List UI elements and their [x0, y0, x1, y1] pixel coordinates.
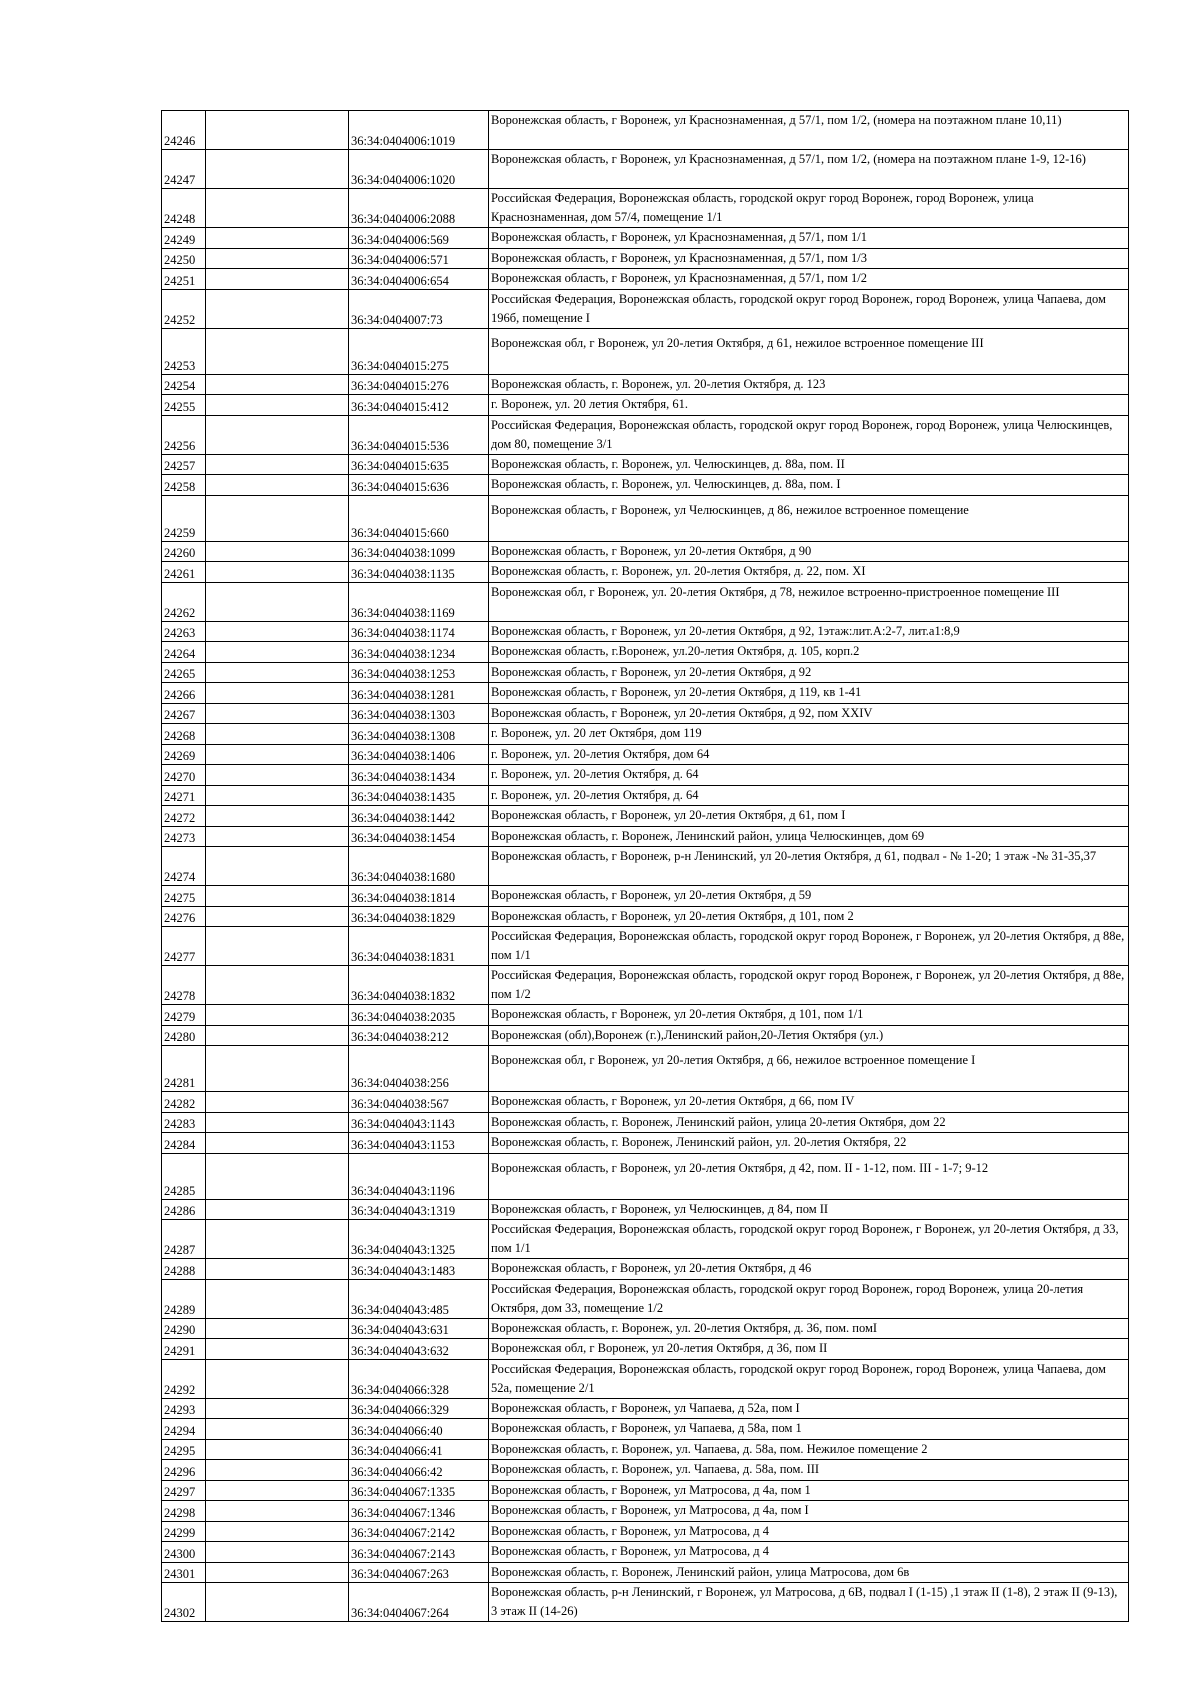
table-row	[162, 906, 1129, 927]
table-row	[162, 806, 1129, 827]
cadastral-number-cell: 36:34:0404038:1281	[349, 683, 489, 704]
empty-cell	[206, 1542, 349, 1563]
address-cell: Воронежская область, г Воронеж, ул Краснознаменная, д 57/1, пом 1/3	[489, 248, 1129, 269]
table-row	[162, 541, 1129, 562]
address-cell: Воронежская область, г Воронеж, ул 20-летия Октября, д 59	[489, 886, 1129, 907]
address-cell: Российская Федерация, Воронежская область, городской округ город Воронеж, город Воронеж, улица Краснознаменная, дом 57/4, помещение 1/1	[489, 189, 1129, 228]
empty-cell	[206, 1583, 349, 1622]
address-cell: Воронежская область, г Воронеж, ул 20-летия Октября, д 101, пом 2	[489, 906, 1129, 927]
table-row	[162, 269, 1129, 290]
table-row	[162, 374, 1129, 395]
table-row	[162, 582, 1129, 621]
table-row	[162, 1542, 1129, 1563]
register-table-body	[162, 111, 1129, 1622]
row-number-cell: 24297	[162, 1480, 206, 1501]
empty-cell	[206, 228, 349, 249]
cadastral-number-cell: 36:34:0404038:1832	[349, 966, 489, 1005]
cadastral-number-cell: 36:34:0404038:1099	[349, 541, 489, 562]
row-number-cell: 24300	[162, 1542, 206, 1563]
cadastral-number-cell: 36:34:0404038:567	[349, 1092, 489, 1113]
empty-cell	[206, 189, 349, 228]
cadastral-number-cell: 36:34:0404006:571	[349, 248, 489, 269]
row-number-cell: 24257	[162, 454, 206, 475]
table-row	[162, 683, 1129, 704]
address-cell: Воронежская область, г Воронеж, ул Краснознаменная, д 57/1, пом 1/2	[489, 269, 1129, 290]
cadastral-number-cell: 36:34:0404066:42	[349, 1460, 489, 1481]
cadastral-number-cell: 36:34:0404043:1325	[349, 1220, 489, 1259]
row-number-cell: 24262	[162, 582, 206, 621]
empty-cell	[206, 847, 349, 886]
cadastral-number-cell: 36:34:0404043:1319	[349, 1199, 489, 1220]
table-row	[162, 1562, 1129, 1583]
cadastral-number-cell: 36:34:0404067:2143	[349, 1542, 489, 1563]
cadastral-number-cell: 36:34:0404043:632	[349, 1339, 489, 1360]
table-row	[162, 1583, 1129, 1622]
address-cell: Воронежская обл, г Воронеж, ул. 20-летия Октября, д 78, нежилое встроенно-пристроенное помещение III	[489, 582, 1129, 621]
row-number-cell: 24288	[162, 1259, 206, 1280]
cadastral-number-cell: 36:34:0404043:631	[349, 1318, 489, 1339]
cadastral-number-cell: 36:34:0404067:264	[349, 1583, 489, 1622]
address-cell: Воронежская область, г Воронеж, ул 20-летия Октября, д 66, пом IV	[489, 1092, 1129, 1113]
empty-cell	[206, 1521, 349, 1542]
cadastral-number-cell: 36:34:0404038:1442	[349, 806, 489, 827]
cadastral-number-cell: 36:34:0404038:1434	[349, 765, 489, 786]
row-number-cell: 24254	[162, 374, 206, 395]
table-row	[162, 1419, 1129, 1440]
empty-cell	[206, 927, 349, 966]
cadastral-number-cell: 36:34:0404066:41	[349, 1439, 489, 1460]
row-number-cell: 24259	[162, 495, 206, 541]
address-cell: Воронежская область, г. Воронеж, Ленинский район, улица Матросова, дом 6в	[489, 1562, 1129, 1583]
row-number-cell: 24272	[162, 806, 206, 827]
row-number-cell: 24263	[162, 621, 206, 642]
cadastral-number-cell: 36:34:0404038:1814	[349, 886, 489, 907]
cadastral-number-cell: 36:34:0404067:263	[349, 1562, 489, 1583]
address-cell: Воронежская область, г Воронеж, ул 20-летия Октября, д 46	[489, 1259, 1129, 1280]
table-row	[162, 1112, 1129, 1133]
address-cell: Российская Федерация, Воронежская область, городской округ город Воронеж, город Воронеж, улица Чапаева, дом 196б, помещение I	[489, 289, 1129, 328]
empty-cell	[206, 1133, 349, 1154]
empty-cell	[206, 744, 349, 765]
address-cell: Воронежская область, г. Воронеж, Ленинский район, улица Челюскинцев, дом 69	[489, 826, 1129, 847]
address-cell: Воронежская область, г. Воронеж, ул. Челюскинцев, д. 88а, пом. I	[489, 475, 1129, 496]
empty-cell	[206, 724, 349, 745]
empty-cell	[206, 1439, 349, 1460]
address-cell: Российская Федерация, Воронежская область, городской округ город Воронеж, г Воронеж, ул 20-летия Октября, д 88е, пом 1/1	[489, 927, 1129, 966]
cadastral-number-cell: 36:34:0404006:1019	[349, 111, 489, 150]
address-cell: Воронежская область, г Воронеж, р-н Ленинский, ул 20-летия Октября, д 61, подвал - № 1-20; 1 этаж -№ 31-35,37	[489, 847, 1129, 886]
address-cell: Воронежская область, г Воронеж, ул 20-летия Октября, д 61, пом I	[489, 806, 1129, 827]
row-number-cell: 24274	[162, 847, 206, 886]
address-cell: Российская Федерация, Воронежская область, городской округ город Воронеж, г Воронеж, ул 20-летия Октября, д 88е, пом 1/2	[489, 966, 1129, 1005]
address-cell: Воронежская область, г Воронеж, ул Челюскинцев, д 84, пом II	[489, 1199, 1129, 1220]
table-row	[162, 495, 1129, 541]
empty-cell	[206, 1259, 349, 1280]
address-cell: Воронежская область, г Воронеж, ул 20-летия Октября, д 42, пом. II - 1-12, пом. III - 1-7; 9-12	[489, 1153, 1129, 1199]
table-row	[162, 621, 1129, 642]
address-cell: Воронежская область, г Воронеж, ул Матросова, д 4	[489, 1521, 1129, 1542]
table-row	[162, 1005, 1129, 1026]
address-cell: Воронежская обл, г Воронеж, ул 20-летия Октября, д 66, нежилое встроенное помещение I	[489, 1046, 1129, 1092]
table-row	[162, 927, 1129, 966]
empty-cell	[206, 1480, 349, 1501]
cadastral-number-cell: 36:34:0404038:1308	[349, 724, 489, 745]
empty-cell	[206, 395, 349, 416]
address-cell: Воронежская область, г. Воронеж, ул. Челюскинцев, д. 88а, пом. II	[489, 454, 1129, 475]
table-row	[162, 1318, 1129, 1339]
row-number-cell: 24290	[162, 1318, 206, 1339]
row-number-cell: 24253	[162, 328, 206, 374]
table-row	[162, 703, 1129, 724]
table-row	[162, 642, 1129, 663]
empty-cell	[206, 886, 349, 907]
empty-cell	[206, 1046, 349, 1092]
table-row	[162, 395, 1129, 416]
address-cell: Воронежская область, г Воронеж, ул 20-летия Октября, д 92, пом XXIV	[489, 703, 1129, 724]
cadastral-number-cell: 36:34:0404043:485	[349, 1279, 489, 1318]
empty-cell	[206, 806, 349, 827]
row-number-cell: 24268	[162, 724, 206, 745]
table-row	[162, 1339, 1129, 1360]
empty-cell	[206, 1199, 349, 1220]
empty-cell	[206, 562, 349, 583]
empty-cell	[206, 1318, 349, 1339]
empty-cell	[206, 248, 349, 269]
row-number-cell: 24287	[162, 1220, 206, 1259]
row-number-cell: 24258	[162, 475, 206, 496]
table-row	[162, 1259, 1129, 1280]
table-row	[162, 328, 1129, 374]
address-cell: Воронежская область, р-н Ленинский, г Воронеж, ул Матросова, д 6В, подвал I (1-15) ,1 этаж II (1-8), 2 этаж II (9-13), 3 этаж II (14-26)	[489, 1583, 1129, 1622]
empty-cell	[206, 328, 349, 374]
cadastral-number-cell: 36:34:0404066:329	[349, 1398, 489, 1419]
cadastral-number-cell: 36:34:0404038:1406	[349, 744, 489, 765]
table-row	[162, 1460, 1129, 1481]
empty-cell	[206, 1339, 349, 1360]
cadastral-number-cell: 36:34:0404038:1454	[349, 826, 489, 847]
table-row	[162, 1153, 1129, 1199]
row-number-cell: 24260	[162, 541, 206, 562]
cadastral-number-cell: 36:34:0404007:73	[349, 289, 489, 328]
cadastral-number-cell: 36:34:0404038:1253	[349, 662, 489, 683]
table-row	[162, 454, 1129, 475]
table-row	[162, 724, 1129, 745]
cadastral-number-cell: 36:34:0404006:1020	[349, 150, 489, 189]
row-number-cell: 24276	[162, 906, 206, 927]
cadastral-number-cell: 36:34:0404043:1196	[349, 1153, 489, 1199]
address-cell: Воронежская область, г. Воронеж, Ленинский район, улица 20-летия Октября, дом 22	[489, 1112, 1129, 1133]
table-row	[162, 111, 1129, 150]
cadastral-number-cell: 36:34:0404066:40	[349, 1419, 489, 1440]
table-row	[162, 475, 1129, 496]
row-number-cell: 24285	[162, 1153, 206, 1199]
table-row	[162, 1521, 1129, 1542]
row-number-cell: 24294	[162, 1419, 206, 1440]
empty-cell	[206, 374, 349, 395]
row-number-cell: 24302	[162, 1583, 206, 1622]
row-number-cell: 24284	[162, 1133, 206, 1154]
row-number-cell: 24280	[162, 1025, 206, 1046]
row-number-cell: 24271	[162, 785, 206, 806]
row-number-cell: 24252	[162, 289, 206, 328]
empty-cell	[206, 1005, 349, 1026]
row-number-cell: 24283	[162, 1112, 206, 1133]
table-row	[162, 1398, 1129, 1419]
empty-cell	[206, 1562, 349, 1583]
cadastral-number-cell: 36:34:0404015:636	[349, 475, 489, 496]
cadastral-number-cell: 36:34:0404038:1169	[349, 582, 489, 621]
cadastral-number-cell: 36:34:0404067:1335	[349, 1480, 489, 1501]
table-row	[162, 1133, 1129, 1154]
cadastral-number-cell: 36:34:0404066:328	[349, 1359, 489, 1398]
row-number-cell: 24295	[162, 1439, 206, 1460]
table-row	[162, 1279, 1129, 1318]
empty-cell	[206, 541, 349, 562]
row-number-cell: 24301	[162, 1562, 206, 1583]
empty-cell	[206, 111, 349, 150]
table-row	[162, 744, 1129, 765]
table-row	[162, 562, 1129, 583]
table-row	[162, 150, 1129, 189]
empty-cell	[206, 785, 349, 806]
cadastral-number-cell: 36:34:0404038:1234	[349, 642, 489, 663]
empty-cell	[206, 1153, 349, 1199]
row-number-cell: 24256	[162, 415, 206, 454]
cadastral-number-cell: 36:34:0404038:212	[349, 1025, 489, 1046]
cadastral-number-cell: 36:34:0404015:276	[349, 374, 489, 395]
row-number-cell: 24275	[162, 886, 206, 907]
table-row	[162, 415, 1129, 454]
row-number-cell: 24273	[162, 826, 206, 847]
empty-cell	[206, 582, 349, 621]
row-number-cell: 24248	[162, 189, 206, 228]
empty-cell	[206, 1359, 349, 1398]
empty-cell	[206, 1220, 349, 1259]
cadastral-number-cell: 36:34:0404038:1680	[349, 847, 489, 886]
empty-cell	[206, 415, 349, 454]
row-number-cell: 24251	[162, 269, 206, 290]
table-row	[162, 1025, 1129, 1046]
row-number-cell: 24293	[162, 1398, 206, 1419]
table-row	[162, 1046, 1129, 1092]
table-row	[162, 1220, 1129, 1259]
address-cell: г. Воронеж, ул. 20 летия Октября, 61.	[489, 395, 1129, 416]
address-cell: Воронежская область, г Воронеж, ул 20-летия Октября, д 90	[489, 541, 1129, 562]
row-number-cell: 24249	[162, 228, 206, 249]
table-row	[162, 966, 1129, 1005]
empty-cell	[206, 1025, 349, 1046]
address-cell: Воронежская область, г Воронеж, ул 20-летия Октября, д 92	[489, 662, 1129, 683]
cadastral-number-cell: 36:34:0404038:1435	[349, 785, 489, 806]
cadastral-number-cell: 36:34:0404038:1829	[349, 906, 489, 927]
address-cell: Воронежская область, г Воронеж, ул 20-летия Октября, д 119, кв 1-41	[489, 683, 1129, 704]
address-cell: Российская Федерация, Воронежская область, городской округ город Воронеж, город Воронеж, улица 20-летия Октября, дом 33, помещение 1/2	[489, 1279, 1129, 1318]
table-row	[162, 1501, 1129, 1522]
address-cell: Воронежская (обл),Воронеж (г.),Ленинский район,20-Летия Октября (ул.)	[489, 1025, 1129, 1046]
row-number-cell: 24266	[162, 683, 206, 704]
row-number-cell: 24264	[162, 642, 206, 663]
cadastral-number-cell: 36:34:0404015:275	[349, 328, 489, 374]
address-cell: Воронежская область, г. Воронеж, ул. Чапаева, д. 58а, пом. Нежилое помещение 2	[489, 1439, 1129, 1460]
table-row	[162, 1199, 1129, 1220]
empty-cell	[206, 642, 349, 663]
address-cell: Воронежская область, г. Воронеж, ул. 20-летия Октября, д. 22, пом. XI	[489, 562, 1129, 583]
cadastral-number-cell: 36:34:0404038:1135	[349, 562, 489, 583]
empty-cell	[206, 1501, 349, 1522]
row-number-cell: 24247	[162, 150, 206, 189]
empty-cell	[206, 495, 349, 541]
address-cell: Воронежская обл, г Воронеж, ул 20-летия Октября, д 36, пом II	[489, 1339, 1129, 1360]
address-cell: Воронежская обл, г Воронеж, ул 20-летия Октября, д 61, нежилое встроенное помещение III	[489, 328, 1129, 374]
empty-cell	[206, 662, 349, 683]
address-cell: Российская Федерация, Воронежская область, городской округ город Воронеж, город Воронеж, улица Челюскинцев, дом 80, помещение 3/1	[489, 415, 1129, 454]
address-cell: Воронежская область, г. Воронеж, ул. 20-летия Октября, д. 36, пом. помI	[489, 1318, 1129, 1339]
empty-cell	[206, 1460, 349, 1481]
cadastral-number-cell: 36:34:0404043:1143	[349, 1112, 489, 1133]
row-number-cell: 24299	[162, 1521, 206, 1542]
cadastral-number-cell: 36:34:0404015:536	[349, 415, 489, 454]
table-row	[162, 248, 1129, 269]
row-number-cell: 24282	[162, 1092, 206, 1113]
address-cell: Воронежская область, г Воронеж, ул Челюскинцев, д 86, нежилое встроенное помещение	[489, 495, 1129, 541]
address-cell: Воронежская область, г Воронеж, ул Чапаева, д 52а, пом I	[489, 1398, 1129, 1419]
empty-cell	[206, 1112, 349, 1133]
row-number-cell: 24289	[162, 1279, 206, 1318]
cadastral-number-cell: 36:34:0404015:660	[349, 495, 489, 541]
empty-cell	[206, 1419, 349, 1440]
cadastral-number-cell: 36:34:0404038:1831	[349, 927, 489, 966]
empty-cell	[206, 1279, 349, 1318]
empty-cell	[206, 1398, 349, 1419]
empty-cell	[206, 269, 349, 290]
address-cell: Воронежская область, г Воронеж, ул 20-летия Октября, д 92, 1этаж:лит.А:2-7, лит.а1:8,9	[489, 621, 1129, 642]
address-cell: Воронежская область, г. Воронеж, ул. Чапаева, д. 58а, пом. III	[489, 1460, 1129, 1481]
row-number-cell: 24292	[162, 1359, 206, 1398]
address-cell: Воронежская область, г. Воронеж, ул. 20-летия Октября, д. 123	[489, 374, 1129, 395]
row-number-cell: 24261	[162, 562, 206, 583]
cadastral-number-cell: 36:34:0404067:2142	[349, 1521, 489, 1542]
row-number-cell: 24279	[162, 1005, 206, 1026]
table-row	[162, 847, 1129, 886]
row-number-cell: 24277	[162, 927, 206, 966]
cadastral-number-cell: 36:34:0404015:412	[349, 395, 489, 416]
table-row	[162, 1439, 1129, 1460]
row-number-cell: 24281	[162, 1046, 206, 1092]
cadastral-number-cell: 36:34:0404015:635	[349, 454, 489, 475]
table-row	[162, 662, 1129, 683]
row-number-cell: 24291	[162, 1339, 206, 1360]
table-row	[162, 1480, 1129, 1501]
empty-cell	[206, 703, 349, 724]
address-cell: Российская Федерация, Воронежская область, городской округ город Воронеж, г Воронеж, ул 20-летия Октября, д 33, пом 1/1	[489, 1220, 1129, 1259]
row-number-cell: 24298	[162, 1501, 206, 1522]
cadastral-number-cell: 36:34:0404038:1303	[349, 703, 489, 724]
empty-cell	[206, 150, 349, 189]
address-cell: Воронежская область, г Воронеж, ул Краснознаменная, д 57/1, пом 1/2, (номера на поэтажном плане 10,11)	[489, 111, 1129, 150]
empty-cell	[206, 765, 349, 786]
empty-cell	[206, 683, 349, 704]
row-number-cell: 24296	[162, 1460, 206, 1481]
empty-cell	[206, 906, 349, 927]
empty-cell	[206, 826, 349, 847]
address-cell: Воронежская область, г Воронеж, ул Матросова, д 4а, пом I	[489, 1501, 1129, 1522]
row-number-cell: 24278	[162, 966, 206, 1005]
empty-cell	[206, 621, 349, 642]
cadastral-number-cell: 36:34:0404006:654	[349, 269, 489, 290]
register-table	[161, 110, 1129, 1622]
address-cell: г. Воронеж, ул. 20-летия Октября, дом 64	[489, 744, 1129, 765]
address-cell: Воронежская область, г.Воронеж, ул.20-летия Октября, д. 105, корп.2	[489, 642, 1129, 663]
table-row	[162, 765, 1129, 786]
table-row	[162, 228, 1129, 249]
row-number-cell: 24270	[162, 765, 206, 786]
address-cell: Воронежская область, г Воронеж, ул Матросова, д 4	[489, 1542, 1129, 1563]
cadastral-number-cell: 36:34:0404043:1483	[349, 1259, 489, 1280]
address-cell: Воронежская область, г Воронеж, ул Матросова, д 4а, пом 1	[489, 1480, 1129, 1501]
row-number-cell: 24250	[162, 248, 206, 269]
empty-cell	[206, 966, 349, 1005]
table-row	[162, 189, 1129, 228]
address-cell: г. Воронеж, ул. 20-летия Октября, д. 64	[489, 765, 1129, 786]
row-number-cell: 24265	[162, 662, 206, 683]
cadastral-number-cell: 36:34:0404038:2035	[349, 1005, 489, 1026]
address-cell: Воронежская область, г. Воронеж, Ленинский район, ул. 20-летия Октября, 22	[489, 1133, 1129, 1154]
address-cell: г. Воронеж, ул. 20 лет Октября, дом 119	[489, 724, 1129, 745]
address-cell: Воронежская область, г Воронеж, ул Краснознаменная, д 57/1, пом 1/1	[489, 228, 1129, 249]
address-cell: Воронежская область, г Воронеж, ул Краснознаменная, д 57/1, пом 1/2, (номера на поэтажном плане 1-9, 12-16)	[489, 150, 1129, 189]
table-row	[162, 785, 1129, 806]
row-number-cell: 24286	[162, 1199, 206, 1220]
empty-cell	[206, 454, 349, 475]
table-row	[162, 289, 1129, 328]
empty-cell	[206, 475, 349, 496]
cadastral-number-cell: 36:34:0404038:1174	[349, 621, 489, 642]
row-number-cell: 24269	[162, 744, 206, 765]
table-row	[162, 1092, 1129, 1113]
cadastral-number-cell: 36:34:0404038:256	[349, 1046, 489, 1092]
table-row	[162, 886, 1129, 907]
table-row	[162, 1359, 1129, 1398]
cadastral-number-cell: 36:34:0404043:1153	[349, 1133, 489, 1154]
empty-cell	[206, 289, 349, 328]
cadastral-number-cell: 36:34:0404006:569	[349, 228, 489, 249]
row-number-cell: 24246	[162, 111, 206, 150]
cadastral-number-cell: 36:34:0404067:1346	[349, 1501, 489, 1522]
cadastral-number-cell: 36:34:0404006:2088	[349, 189, 489, 228]
address-cell: Воронежская область, г Воронеж, ул Чапаева, д 58а, пом 1	[489, 1419, 1129, 1440]
address-cell: г. Воронеж, ул. 20-летия Октября, д. 64	[489, 785, 1129, 806]
address-cell: Российская Федерация, Воронежская область, городской округ город Воронеж, город Воронеж, улица Чапаева, дом 52а, помещение 2/1	[489, 1359, 1129, 1398]
table-row	[162, 826, 1129, 847]
address-cell: Воронежская область, г Воронеж, ул 20-летия Октября, д 101, пом 1/1	[489, 1005, 1129, 1026]
row-number-cell: 24255	[162, 395, 206, 416]
row-number-cell: 24267	[162, 703, 206, 724]
empty-cell	[206, 1092, 349, 1113]
